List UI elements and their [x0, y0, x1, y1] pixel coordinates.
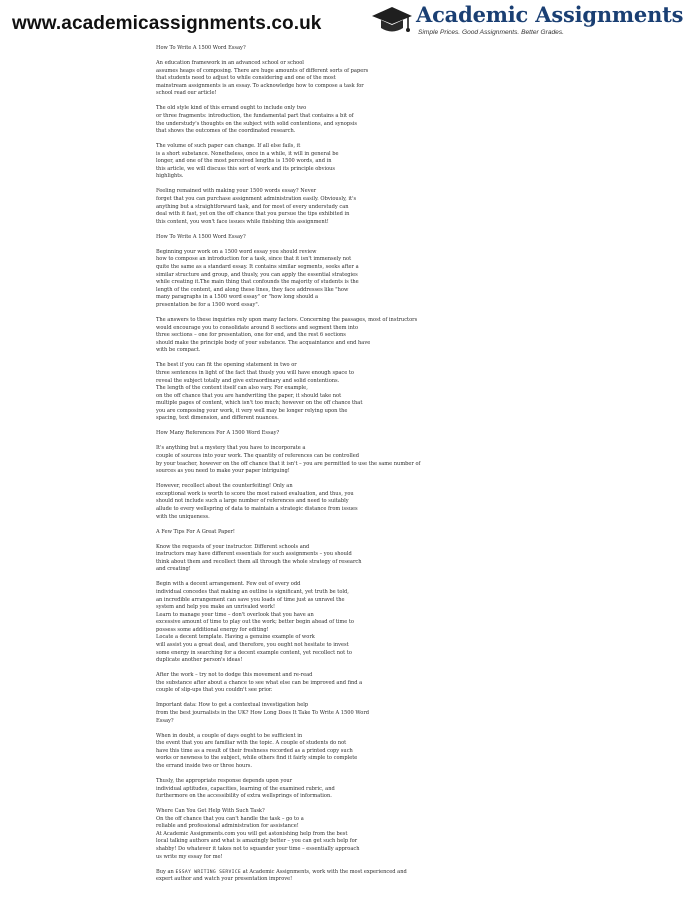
paragraph: Feeling remained with making your 1500 words essay? Never forget that you can purchase assignment administration easily. Obviously, it's anything but a straightforward task, and for most of every understudy can deal with it fast, yet on the off chance that you pursue the tips exhibited in this content, you won't face issues while finishing this assignment!: [156, 188, 357, 225]
paragraph: Beginning your work on a 1500 word essay you should review how to compose an introduction for a task, since that it isn't immensely not quite the same as a standard essay. It contains similar segments, seeks after a similar structure and group, and thusly, you can apply the essential strategies while creating it.The main thing that confounds the majority of students is the length of the content, and along these lines, they face addresses like "how many paragraphs in a 1500 word essay" or "how long should a presentation be for a 1500 word essay".: [156, 248, 359, 308]
section-heading: A Few Tips For A Great Paper!: [156, 528, 235, 535]
essay-writing-service-link[interactable]: ESSAY WRITING SERVICE: [175, 869, 242, 875]
logo-tagline: Simple Prices. Good Assignments. Better Grades.: [418, 29, 564, 36]
graduation-cap-icon: [370, 4, 414, 38]
paragraph: The best if you can fit the opening statement in two or three sentences in light of the fact that thusly you will have enough space to reveal the subject totally and give extraordinary and solid contentions. The length of the content itself can also vary. For example, on the off chance that you are handwriting the paper, it should take not multiple pages of content, which isn't too much; however on the off chance that you are composing your work, it very well may be longer relying upon the spacing, text dimension, and different nuances.: [156, 362, 363, 422]
paragraph: Thusly, the appropriate response depends upon your individual aptitudes, capacities, learning of the examined rubric, and furthermore on the accessibility of extra wellsprings of information.: [156, 777, 335, 800]
page-header: [0, 0, 683, 44]
paragraph: However, recollect about the counterfeiting! Only an exceptional work is worth to score the most raised evaluation, and thus, you should not include such a large number of references and need to suitably allude to every wellspring of data to maintain a strategic distance from issues with the uniqueness.: [156, 483, 358, 520]
essay-title: How To Write A 1500 Word Essay?: [156, 45, 246, 51]
paragraph: The volume of such paper can change. If all else fails, it is a short substance. Nonetheless, once in a while, it will in general be longer, and one of the most perceived lengths is 1500 words, and in this article, we will discuss this sort of work and its principle obvious highlights.: [156, 143, 339, 180]
paragraph: After the work – try not to dodge this movement and re-read the substance after about a chance to see what else can be improved and find a couple of slip-ups that you couldn't see prior.: [156, 672, 363, 694]
closing-prefix: Buy an: [156, 868, 176, 875]
paragraph: It's anything but a mystery that you have to incorporate a couple of sources into your work. The quantity of references can be controlled by your teacher, however on the off chance that it isn't – you are permitted to use the same number of sources as you need to make your paper intriguing!: [156, 445, 421, 475]
paragraph: When in doubt, a couple of days ought to be sufficient in the event that you are familiar with the topic. A couple of students do not have this time as a result of their freshness recorded as a printed copy such works or newness to the subject, while others find it fairly simple to complete the errand inside two or three hours.: [156, 732, 358, 769]
paragraph: The old style kind of this errand ought to include only two or three fragments: introduction, the fundamental part that contains a bit of the understudy's thoughts on the subject with solid contentions, and synopsis that shows the outcomes of the coordinated research.: [156, 105, 357, 135]
document-body: [156, 45, 428, 891]
paragraph: Where Can You Get Help With Such Task? On the off chance that you can't handle the task – go to a reliable and professional administration for assistance! At Academic Assignments.com you will get astonishing help from the best local talking authors and what is amazingly better – you can get such help for shabby! Do whatever it takes not to squander your time – essentially approach us write my essay for me!: [156, 808, 360, 860]
section-heading: How To Write A 1500 Word Essay?: [156, 233, 246, 240]
closing-paragraph: [156, 869, 428, 884]
paragraph: Begin with a decent arrangement. Few out of every odd individual concedes that making an outline is significant, yet truth be told, an incredible arrangement can save you loads of time just as unravel the system and help you make an unrivaled work! Learn to manage your time – don't overlook that you have an excessive amount of time to play out the work; better begin ahead of time to possess some additional energy for editing! Locate a decent template. Having a genuine example of work will assist you a great deal, and therefore, you ought not hesitate to invest some energy in searching for a decent example content, yet recollect not to duplicate another person's ideas!: [156, 581, 354, 664]
paragraph: An education framework in an advanced school or school assumes heaps of composing. There are huge amounts of different sorts of papers that students need to adjust to while considering and one of the most mainstream assignments is an essay. To acknowledge how to compose a task for school read our article!: [156, 59, 369, 97]
brand-logo[interactable]: [370, 2, 683, 42]
site-url[interactable]: www.academicassignments.co.uk: [12, 13, 322, 34]
paragraph: The answers to these inquiries rely upon many factors. Concerning the passages, most of instructors would encourage you to consolidate around 8 sections and segment them into three sections – one for presentation, one for end, and the rest 6 sections should make the principle body of your substance. The acquaintance and end have with be compact.: [156, 316, 418, 354]
paragraph: Important data: How to get a contextual investigation help from the best journalists in the UK? How Long Does It Take To Write A 1500 Word Essay?: [156, 702, 370, 724]
section-heading: How Many References For A 1500 Word Essay?: [156, 430, 280, 437]
paragraph: Know the requests of your instructor. Different schools and instructors may have different essentials for such assignments – you should think about them and recollect them all through the whole strategy of research and creating!: [156, 543, 362, 573]
closing-suffix: at Academic Assignments, work with the most experienced and expert author and watch your presentation improve!: [156, 868, 407, 883]
logo-name: Academic Assignments: [416, 2, 683, 27]
